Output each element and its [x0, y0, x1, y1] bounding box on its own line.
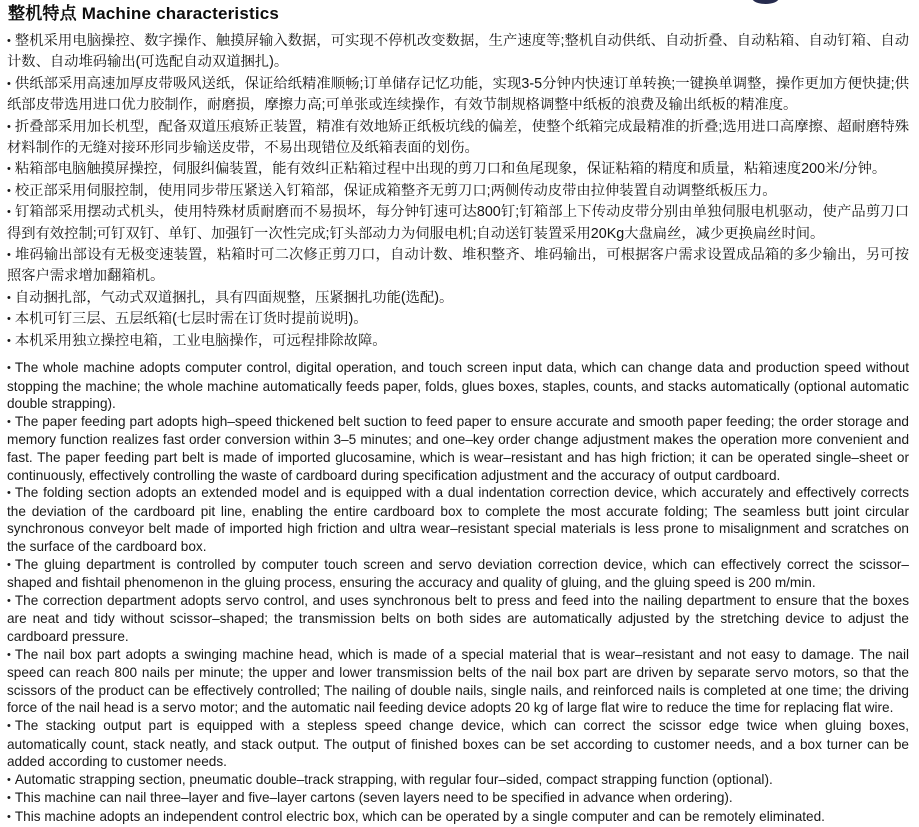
bullet-dot-icon: • — [7, 184, 11, 197]
bullet-dot-icon: • — [7, 35, 11, 47]
chinese-bullet-section — [7, 31, 909, 352]
bullet-dot-icon: • — [7, 291, 11, 304]
bullet-item: • 堆码输出部设有无极变速装置，粘箱时可二次修正剪刀口，自动计数、堆积整齐、堆码输出，可根据客户需求设置成品箱的多少输出，另可按照客户需求增加翻箱机。 — [7, 247, 909, 285]
page-title: 整机特点 Machine characteristics — [8, 4, 280, 23]
bullet-item: • The nail box part adopts a swinging machine head, which is made of a special material that is wear–resistant and not easy to damage. The nail speed can reach 800 nails per minute; the upper and lower transmission belts of the nail box part are driven by separate servo motors, so that the scissors of the product can be effectively controlled; The nailing of double nails, single nails, and reinforced nails is completed at one time; the driving force of the nail head is a servo motor; and the automatic nail feeding device adopts 20 kg of large flat wire to reduce the time for replacing flat wire. — [7, 646, 909, 716]
bullet-item: • 本机可钉三层、五层纸箱(七层时需在订货时提前说明)。 — [7, 311, 368, 328]
bullet-item: • 校正部采用伺服控制，使用同步带压紧送入钉箱部，保证成箱整齐无剪刀口;两侧传动皮带由拉伸装置自动调整纸板压力。 — [7, 182, 777, 199]
bullet-dot-icon: • — [7, 773, 11, 786]
bullet-item: • The whole machine adopts computer control, digital operation, and touch screen input data, which can change data and production speed without stopping the machine; the whole machine automatically feeds paper, folds, glues boxes, staples, counts, and stacks automatically (optional automatic double strapping). — [7, 360, 909, 412]
bullet-item: • The stacking output part is equipped with a stepless speed change device, which can correct the scissor edge twice when gluing boxes, automatically count, stack neatly, and stack output. The output of finished boxes can be set according to customer needs, and a box turner can be added according to customer needs. — [7, 717, 909, 770]
bullet-dot-icon: • — [7, 487, 11, 500]
bullet-dot-icon: • — [7, 648, 11, 661]
bullet-item: • 供纸部采用高速加厚皮带吸风送纸，保证给纸精准顺畅;订单储存记忆功能，实现3-5分钟内快速订单转换;一键换单调整，操作更加方便快捷;供纸部皮带选用进口优力胶制作，耐磨损，摩擦力高;可单张或连续操作，有效节制规格调整中纸板的浪费及输出纸板的精准度。 — [7, 75, 909, 114]
bullet-item: • The correction department adopts servo control, and uses synchronous belt to press and feed into the nailing department to ensure that the boxes are neat and tidy without scissor–shaped; the transmission belts on both sides are automatically adjusted by the stretching device to adjust the cardboard pressure. — [7, 592, 909, 644]
english-bullet-section — [7, 359, 909, 826]
bullet-item: • Automatic strapping section, pneumatic double–track strapping, with regular four–sided, compact strapping function (optional). — [7, 771, 773, 787]
bullet-item: • The paper feeding part adopts high–speed thickened belt suction to feed paper to ensure accurate and smooth paper feeding; the order storage and memory function realizes fast order conversion within 3–5 minutes; and one–key order change adjustment makes the operation more convenient and fast. The paper feeding part belt is made of imported glucosamine, which is wear–resistant and has high friction; it can be operated single–sheet or continuously, effectively controlling the waste of cardboard during specification adjustment and the accuracy of output cardboard. — [7, 413, 909, 483]
bullet-item: • 折叠部采用加长机型，配备双道压痕矫正装置，精准有效地矫正纸板坑线的偏差，使整个纸箱完成最精准的折叠;选用进口高摩擦、超耐磨特殊材料制作的无缝对接环形同步输送皮带，不易出现错位及纸箱表面的划伤。 — [7, 118, 909, 157]
bullet-item: • 粘箱部电脑触摸屏操控，伺服纠偏装置，能有效纠正粘箱过程中出现的剪刀口和鱼尾现象，保证粘箱的精度和质量，粘箱速度200米/分钟。 — [7, 161, 887, 178]
bullet-dot-icon: • — [7, 792, 11, 805]
bullet-dot-icon: • — [7, 810, 11, 823]
bullet-item: • 本机采用独立操控电箱，工业电脑操作，可远程排除故障。 — [7, 332, 387, 349]
bullet-dot-icon: • — [7, 594, 11, 607]
bullet-dot-icon: • — [7, 362, 11, 375]
bullet-dot-icon: • — [7, 206, 11, 219]
bullet-item: • 整机采用电脑操控、数字操作、触摸屏输入数据，可实现不停机改变数据，生产速度等;整机自动供纸、自动折叠、自动粘箱、自动钉箱、自动计数、自动堆码输出(可选配自动双道捆扎)。 — [7, 33, 909, 71]
bullet-dot-icon: • — [7, 249, 11, 262]
bullet-item: • The gluing department is controlled by computer touch screen and servo deviation correction device, which can effectively correct the scissor–shaped and fishtail phenomenon in the gluing process, ensuring the accuracy and quality of gluing, and the gluing speed is 200 m/min. — [7, 556, 909, 591]
bullet-dot-icon: • — [7, 120, 11, 133]
bullet-item: • This machine can nail three–layer and five–layer cartons (seven layers need to be specified in advance when ordering). — [7, 790, 733, 806]
bullet-item: • 钉箱部采用摆动式机头，使用特殊材质耐磨而不易损坏，每分钟钉速可达800钉;钉箱部上下传动皮带分别由单独伺服电机驱动，使产品剪刀口得到有效控制;可钉双钉、单钉、加强钉一次性完成;钉头部动力为伺服电机;自动送钉装置采用20Kg大盘扁丝，减少更换扁丝时间。 — [7, 204, 909, 242]
bullet-dot-icon: • — [7, 719, 11, 732]
bullet-item: • 自动捆扎部，气动式双道捆扎，具有四面规整，压紧捆扎功能(选配)。 — [7, 289, 454, 306]
bullet-dot-icon: • — [7, 77, 11, 90]
bullet-dot-icon: • — [7, 558, 11, 571]
bullet-dot-icon: • — [7, 163, 11, 176]
bullet-item: • This machine adopts an independent control electric box, which can be operated by a single computer and can be remotely eliminated. — [7, 808, 825, 824]
bullet-dot-icon: • — [7, 334, 11, 347]
bullet-dot-icon: • — [7, 415, 11, 428]
bullet-item: • The folding section adopts an extended model and is equipped with a dual indentation correction device, which accurately and effectively corrects the deviation of the cardboard pit line, enabling the entire cardboard box to complete the most accurate folding; The seamless butt joint circular synchronous conveyor belt made of imported high friction and ultra wear–resistant special materials is less prone to misalignment and scratches on the surface of the cardboard box. — [7, 485, 909, 555]
bullet-dot-icon: • — [7, 313, 11, 326]
